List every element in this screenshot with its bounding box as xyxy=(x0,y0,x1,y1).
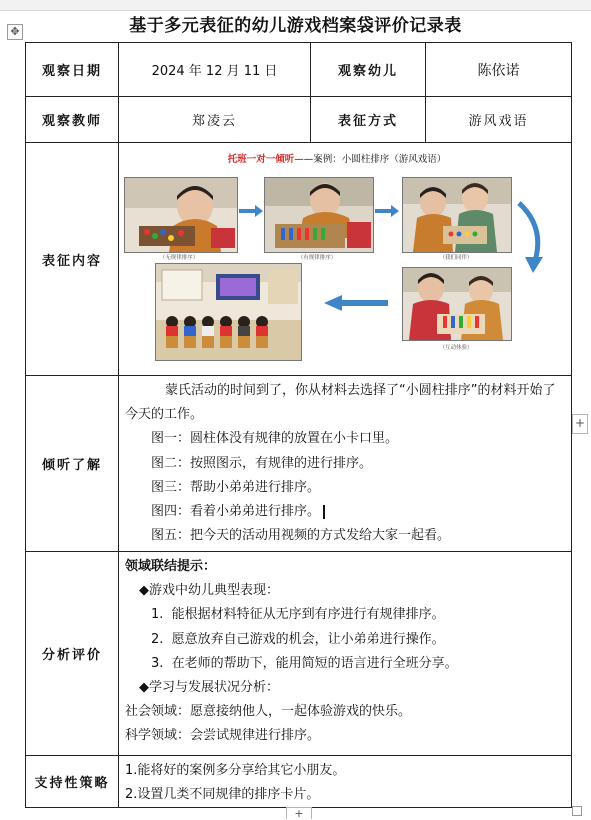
story-title-rest: ——案例：小圆柱排序（游风戏语） xyxy=(294,154,447,165)
caption-2: （有规律排序） xyxy=(297,255,337,261)
ruler-bar xyxy=(0,0,591,11)
date-label: 观察日期 xyxy=(26,43,119,97)
text-cursor xyxy=(323,505,325,519)
teacher-value[interactable]: 郑凌云 xyxy=(119,97,311,143)
evaluation-table xyxy=(25,42,572,808)
photo-2[interactable] xyxy=(264,177,374,253)
row-teacher xyxy=(26,97,572,143)
photo-4[interactable] xyxy=(402,267,512,341)
point-2-text: 愿意放弃自己游戏的机会，让小弟弟进行操作。 xyxy=(171,631,445,647)
content-label: 表征内容 xyxy=(26,143,119,376)
analysis-cell[interactable] xyxy=(119,552,572,756)
point-2-num: 2. xyxy=(151,631,164,647)
content-cell[interactable] xyxy=(119,143,572,376)
story-title-red: 托班一对一倾听 xyxy=(227,154,295,165)
caption-1: （无规律排序） xyxy=(159,255,199,261)
analysis-sub2: ◆学习与发展状况分析： xyxy=(139,680,279,696)
add-column-icon[interactable]: + xyxy=(572,414,588,434)
analysis-science: 科学领域：会尝试规律进行排序。 xyxy=(125,728,321,744)
row-content xyxy=(26,143,572,376)
strategy-label: 支持性策略 xyxy=(26,756,119,808)
add-row-icon[interactable]: + xyxy=(286,807,312,819)
listen-item-3: 图三：帮助小弟弟进行排序。 xyxy=(151,479,321,495)
caption-4: （互动体验） xyxy=(439,345,473,351)
listen-text xyxy=(119,376,571,548)
point-1-num: 1. xyxy=(151,607,164,623)
arrow-right-icon xyxy=(239,205,263,217)
point-1-text: 能根据材料特征从无序到有序进行有规律排序。 xyxy=(171,607,445,623)
listen-cell[interactable] xyxy=(119,376,572,552)
photo-1[interactable] xyxy=(124,177,238,253)
child-value[interactable]: 陈依诺 xyxy=(426,43,572,97)
listen-item-5: 图五：把今天的活动用视频的方式发给大家一起看。 xyxy=(151,528,451,544)
listen-item-4-line xyxy=(125,500,565,524)
strategy-item-2: 2.设置几类不同规律的排序卡片。 xyxy=(125,787,320,803)
date-value[interactable]: 2024 年 12 月 11 日 xyxy=(119,43,311,97)
analysis-text xyxy=(119,552,571,749)
point-3-text: 在老师的帮助下，能用简短的语言进行全班分享。 xyxy=(171,655,458,671)
row-strategy xyxy=(26,756,572,808)
story-title xyxy=(119,151,555,165)
caption-3: （我们同伴） xyxy=(439,255,473,261)
listen-paragraph: 蒙氏活动的时间到了，你从材料去选择了“小圆柱排序”的材料开始了今天的工作。 xyxy=(125,383,556,423)
listen-item-4: 图四：看着小弟弟进行排序。 xyxy=(151,504,321,520)
strategy-item-1: 1.能将好的案例多分享给其它小朋友。 xyxy=(125,763,346,778)
arrow-right-icon xyxy=(375,205,399,217)
photo-3[interactable] xyxy=(402,177,512,253)
listen-label: 倾听了解 xyxy=(26,376,119,552)
strategy-text xyxy=(119,756,571,807)
row-date xyxy=(26,43,572,97)
analysis-social: 社会领域：愿意接纳他人，一起体验游戏的快乐。 xyxy=(125,704,412,720)
child-label: 观察幼儿 xyxy=(311,43,426,97)
analysis-point-3 xyxy=(125,652,565,676)
analysis-point-2 xyxy=(125,628,565,652)
analysis-point-1 xyxy=(125,603,565,627)
teacher-label: 观察教师 xyxy=(26,97,119,143)
listen-item-1: 图一：圆柱体没有规律的放置在小卡口里。 xyxy=(151,431,399,447)
strategy-cell[interactable] xyxy=(119,756,572,808)
table-resize-handle[interactable] xyxy=(572,806,582,816)
method-label: 表征方式 xyxy=(311,97,426,143)
point-3-num: 3. xyxy=(151,655,164,671)
row-analysis xyxy=(26,552,572,756)
curved-arrow-icon xyxy=(515,199,549,279)
listen-item-2: 图二：按照图示，有规律的进行排序。 xyxy=(151,455,373,471)
method-value[interactable]: 游风戏语 xyxy=(426,97,572,143)
photo-story xyxy=(119,145,555,373)
table-move-handle-icon[interactable]: ✥ xyxy=(7,24,23,40)
analysis-heading: 领域联结提示： xyxy=(125,559,217,574)
photo-5[interactable] xyxy=(155,263,302,361)
analysis-label: 分析评价 xyxy=(26,552,119,756)
arrow-left-icon xyxy=(324,295,388,311)
analysis-sub1: ◆游戏中幼儿典型表现： xyxy=(139,583,279,599)
document-title: 基于多元表征的幼儿游戏档案袋评价记录表 xyxy=(129,16,462,36)
row-listen xyxy=(26,376,572,552)
